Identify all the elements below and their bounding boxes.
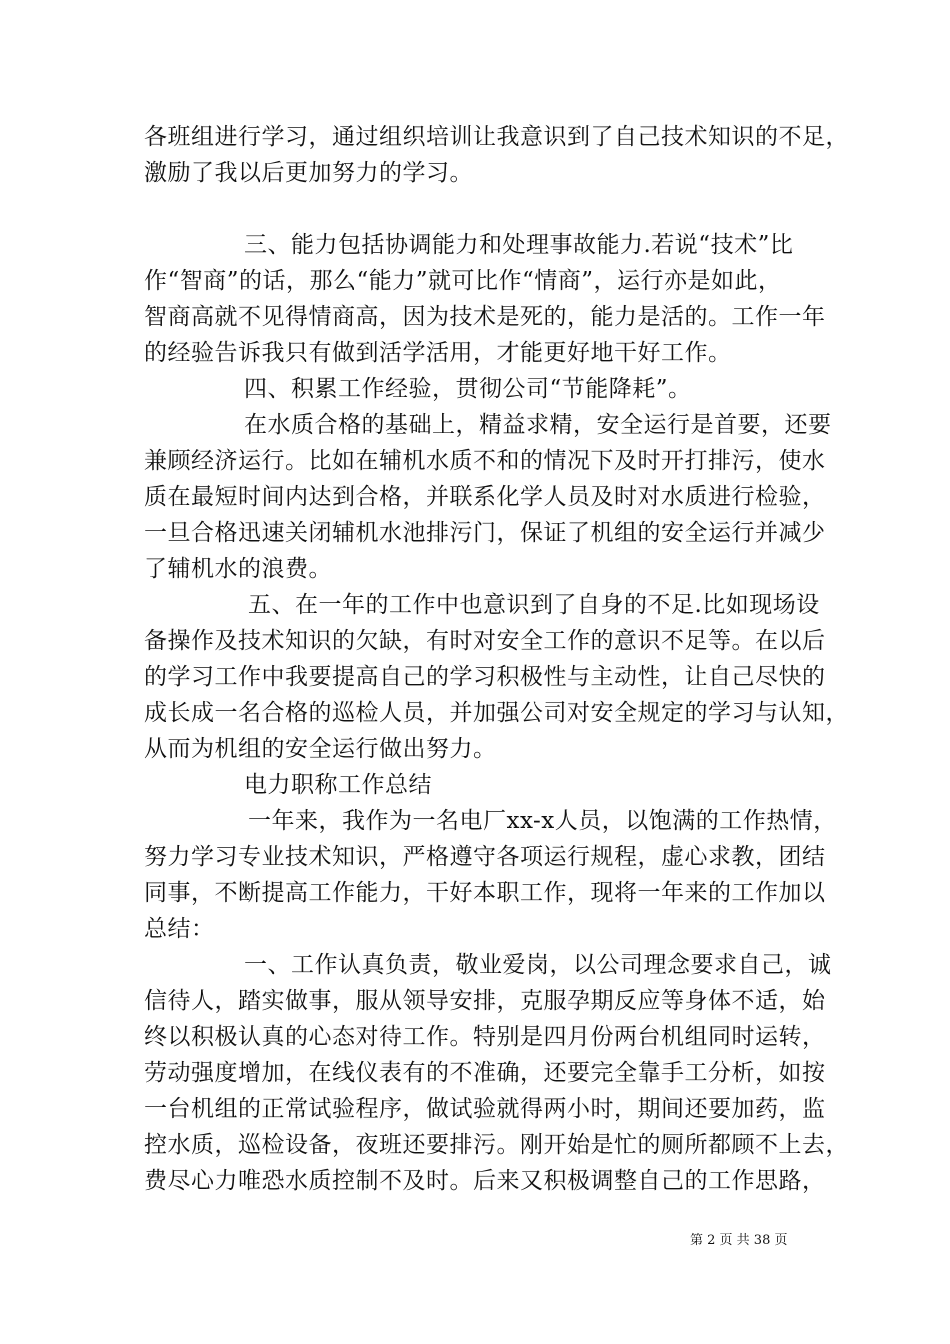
- body-line: 在水质合格的基础上，精益求精，安全运行是首要，还要: [244, 412, 832, 438]
- body-line: 从而为机组的安全运行做出努力。: [144, 736, 497, 762]
- section-heading-1: 一、工作认真负责，敬业爱岗，以公司理念要求自己，诚: [244, 952, 832, 978]
- body-line: 信待人，踏实做事，服从领导安排，克服孕期反应等身体不适，始: [144, 988, 826, 1014]
- body-line: 一台机组的正常试验程序，做试验就得两小时，期间还要加药，监: [144, 1096, 826, 1122]
- body-line: 同事，不断提高工作能力，干好本职工作，现将一年来的工作加以: [144, 880, 826, 906]
- body-line: 一年来，我作为一名电厂xx-x人员，以饱满的工作热情，: [248, 808, 837, 834]
- section-heading-3: 三、能力包括协调能力和处理事故能力.若说“技术”比: [244, 232, 794, 258]
- body-line: 了辅机水的浪费。: [144, 556, 332, 582]
- body-line: 激励了我以后更加努力的学习。: [144, 160, 473, 186]
- body-line: 劳动强度增加，在线仪表有的不准确，还要完全靠手工分析，如按: [144, 1060, 826, 1086]
- body-line: 作“智商”的话，那么“能力”就可比作“情商”，运行亦是如此，: [144, 268, 782, 294]
- body-line: 一旦合格迅速关闭辅机水池排污门，保证了机组的安全运行并减少: [144, 520, 826, 546]
- body-line: 智商高就不见得情商高，因为技术是死的，能力是活的。工作一年: [144, 304, 826, 330]
- body-line: 控水质，巡检设备，夜班还要排污。刚开始是忙的厕所都顾不上去，: [144, 1132, 849, 1158]
- body-line: 兼顾经济运行。比如在辅机水质不和的情况下及时开打排污，使水: [144, 448, 826, 474]
- body-line: 努力学习专业技术知识，严格遵守各项运行规程，虚心求教，团结: [144, 844, 826, 870]
- section-heading-4: 四、积累工作经验，贯彻公司“节能降耗”。: [244, 376, 692, 402]
- body-line: 备操作及技术知识的欠缺，有时对安全工作的意识不足等。在以后: [144, 628, 826, 654]
- body-line: 质在最短时间内达到合格，并联系化学人员及时对水质进行检验，: [144, 484, 826, 510]
- body-line: 总结：: [144, 916, 215, 942]
- article-title: 电力职称工作总结: [244, 772, 432, 798]
- body-line: 费尽心力唯恐水质控制不及时。后来又积极调整自己的工作思路，: [144, 1168, 826, 1194]
- body-line: 各班组进行学习，通过组织培训让我意识到了自己技术知识的不足，: [144, 124, 849, 150]
- body-line: 的经验告诉我只有做到活学活用，才能更好地干好工作。: [144, 340, 732, 366]
- section-heading-5: 五、在一年的工作中也意识到了自身的不足.比如现场设: [248, 592, 820, 618]
- body-line: 终以积极认真的心态对待工作。特别是四月份两台机组同时运转，: [144, 1024, 826, 1050]
- body-line: 的学习工作中我要提高自己的学习积极性与主动性，让自己尽快的: [144, 664, 826, 690]
- page-number: 第 2 页 共 38 页: [690, 1233, 788, 1248]
- body-line: 成长成一名合格的巡检人员，并加强公司对安全规定的学习与认知，: [144, 700, 849, 726]
